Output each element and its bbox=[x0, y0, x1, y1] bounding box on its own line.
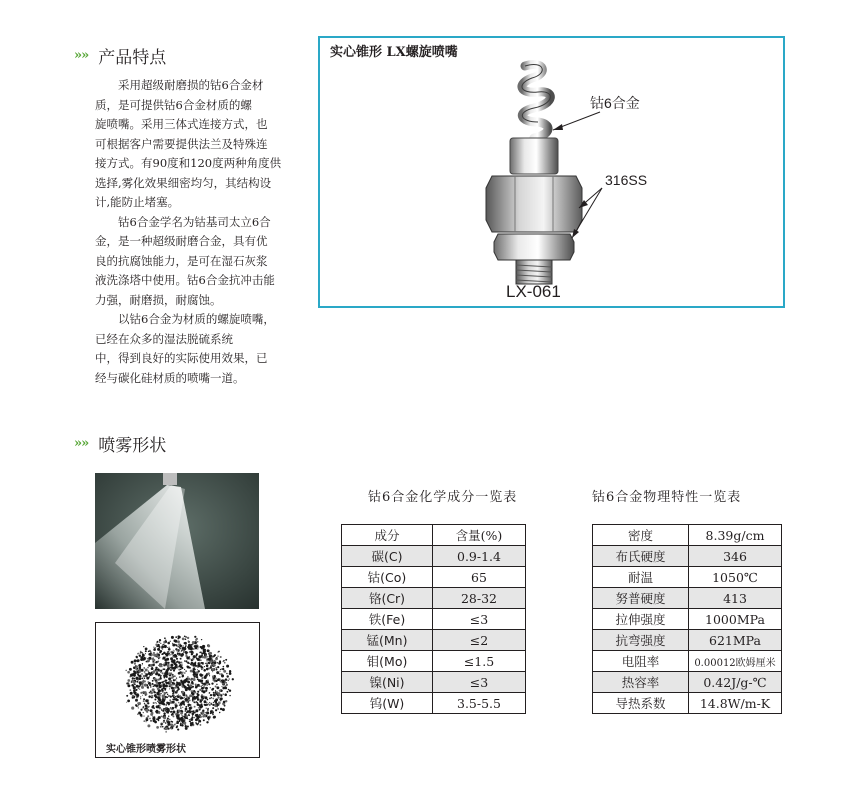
features-heading bbox=[74, 43, 166, 68]
spray-cone-image bbox=[95, 473, 259, 609]
spray-pattern-dots bbox=[96, 623, 259, 741]
spray-pattern-caption: 实心锥形喷雾形状 bbox=[106, 744, 186, 755]
table-row: 铬(Cr) 28-32 bbox=[342, 588, 526, 609]
spray-heading-text: 喷雾形状 bbox=[98, 436, 167, 456]
callout-cobalt6: 钴6合金 bbox=[590, 95, 640, 111]
model-number: LX-061 bbox=[506, 282, 561, 301]
table-row: 抗弯强度 621MPa bbox=[593, 630, 782, 651]
spray-heading bbox=[74, 431, 166, 456]
table-row: 电阻率 0.00012欧姆厘米 bbox=[593, 651, 782, 672]
features-paragraph-3: 以钴6合金为材质的螺旋喷嘴， 已经在众多的湿法脱硫系统 中，得到良好的实际使用效果，已 经与碳化硅材质的喷嘴一道。 bbox=[95, 312, 275, 385]
spray-photo bbox=[95, 473, 259, 609]
double-chevron-icon: »» bbox=[74, 436, 89, 451]
table-row: 碳(C) 0.9-1.4 bbox=[342, 546, 526, 567]
table-row: 热容率 0.42J/g-℃ bbox=[593, 672, 782, 693]
phys-table-title: 钴6合金物理特性一览表 bbox=[592, 490, 742, 505]
table-row: 钴(Co) 65 bbox=[342, 567, 526, 588]
table-header-cell: 成分 bbox=[342, 525, 433, 546]
table-row: 导热系数 14.8W/m-K bbox=[593, 693, 782, 714]
product-title: 实心锥形 LX螺旋喷嘴 bbox=[330, 45, 458, 60]
table-header-cell: 含量(%) bbox=[433, 525, 526, 546]
table-row: 布氏硬度 346 bbox=[593, 546, 782, 567]
table-row: 耐温 1050℃ bbox=[593, 567, 782, 588]
product-box bbox=[318, 36, 785, 308]
table-row: 密度 8.39g/cm bbox=[593, 525, 782, 546]
features-heading-text: 产品特点 bbox=[98, 48, 167, 68]
nozzle-illustration bbox=[320, 38, 783, 306]
table-row: 锰(Mn) ≤2 bbox=[342, 630, 526, 651]
phys-table bbox=[592, 524, 782, 714]
chem-table-title: 钴6合金化学成分一览表 bbox=[368, 490, 518, 505]
table-header-row bbox=[342, 525, 526, 546]
chem-table bbox=[341, 524, 526, 714]
features-paragraph-2: 钴6合金学名为钴基司太立6合 金，是一种超级耐磨合金，具有优 良的抗腐蚀能力，是可在湿石灰浆 液洗涤塔中使用。钴6合金抗冲击能 力强，耐磨损，耐腐蚀。 bbox=[95, 214, 275, 307]
callout-316ss: 316SS bbox=[605, 172, 648, 188]
table-row: 镍(Ni) ≤3 bbox=[342, 672, 526, 693]
table-row: 钨(W) 3.5-5.5 bbox=[342, 693, 526, 714]
features-paragraph-1: 采用超级耐磨损的钴6合金材 质，是可提供钴6合金材质的螺 旋喷嘴。采用三体式连接方式，也 可根据客户需要提供法兰及特殊连 接方式。有90度和120度两种角度供 选择,雾化效果细密均匀，其结构设 计,能防止堵塞。 bbox=[95, 78, 282, 209]
table-row: 努普硬度 413 bbox=[593, 588, 782, 609]
table-row: 钼(Mo) ≤1.5 bbox=[342, 651, 526, 672]
features-text bbox=[95, 76, 298, 388]
spray-pattern-box bbox=[95, 622, 260, 758]
table-row: 铁(Fe) ≤3 bbox=[342, 609, 526, 630]
double-chevron-icon: »» bbox=[74, 48, 89, 63]
table-row: 拉伸强度 1000MPa bbox=[593, 609, 782, 630]
